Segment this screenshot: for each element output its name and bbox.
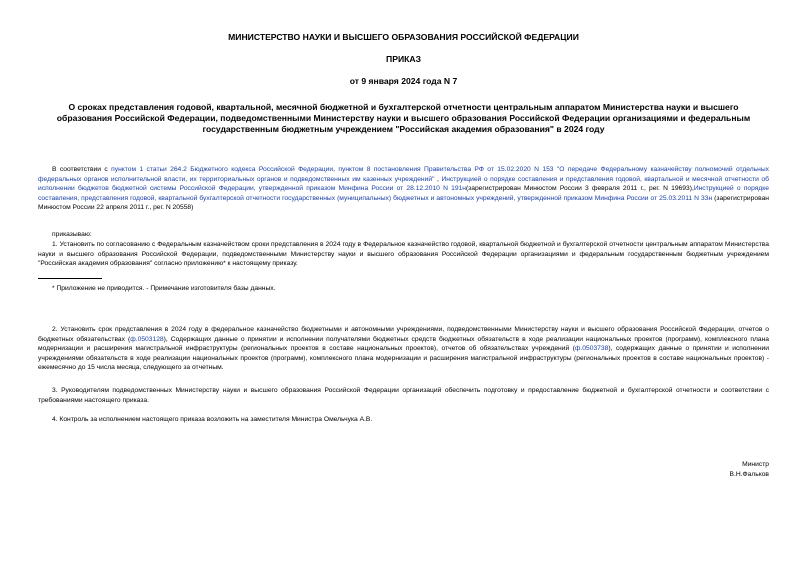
instruction-33n-link[interactable]: Инструкцией о порядке составления, представления годовой, квартальной бухгалтерской отчетности государственных (муниципальных) бюджетных и автономных учреждений, утвержденной приказом Минфина России от 25.03.2011 N 33н: [38, 185, 769, 202]
item-1-paragraph: 1. Установить по согласованию с Федеральным казначейством сроки представления в 2024 году в Федеральное казначейство годовой, квартальной бюджетной и бухгалтерской отчетности центральным аппаратом Министерства науки и высшего образования Российской Федерации, подведомственными Министерству науки и высшего образования Российской Федерации организациями и федеральным государственным бюджетным учреждением "Российская академия образования" согласно приложению* к настоящему приказу.: [38, 241, 769, 267]
item-4-paragraph: 4. Контроль за исполнением настоящего приказа возложить на заместителя Министра Омельчука А.В.: [52, 416, 373, 423]
document-type: ПРИКАЗ: [386, 54, 421, 64]
form-0503738-link[interactable]: ф.0503738: [574, 345, 609, 352]
document-date-number: от 9 января 2024 года N 7: [349, 76, 458, 86]
signature-name: В.Н.Фальков: [729, 471, 769, 478]
instruction-191n-link[interactable]: Инструкцией о порядке составления и представления годовой, квартальной и месячной отчетности об исполнении бюджетов бюджетной системы Российской Федерации, утвержденной приказом Минфина России от 28.12.2010 N 191н: [38, 175, 769, 192]
item-2-paragraph: [38, 325, 769, 373]
preamble-text-4: (зарегистрирован Минюстом России 3 февраля 2011 г., рег. N 19693),: [465, 185, 694, 192]
item-3-paragraph: 3. Руководителям подведомственных Министерству науки и высшего образования Российской Федерации организаций обеспечить подготовку и предоставление бюджетной и бухгалтерской отчетности и соответствии с требованиями настоящего приказа.: [38, 387, 769, 404]
footnote: * Приложение не приводится. - Примечание изготовителя базы данных.: [52, 285, 276, 292]
preamble-text-1: В соответствии с: [52, 166, 112, 173]
item-2-text-1: 2. Установить срок представления в 2024 году в федеральное казначейство бюджетными и автономными учреждениями, подведомственными Министерству науки и высшего образования Российской Федерации, отчетов о бюджетных обязательствах (: [38, 326, 769, 343]
form-0503128-link[interactable]: ф.0503128: [130, 335, 164, 343]
budget-code-link[interactable]: пунктом 1 статьи 264.2 Бюджетного кодекса Российской Федерации: [111, 166, 334, 173]
preamble-text-5: (зарегистрирован Минюстом России 22 апреля 2011 г., рег. N 20558): [38, 194, 769, 211]
document-title: О сроках представления годовой, квартальной, месячной бюджетной и бухгалтерской отчетности центральным аппаратом Министерства науки и высшего образования Российской Федерации, подведомственными Министерству науки и высшего образования Российской Федерации организациями и федеральным государственным бюджетным учреждением "Российская академия образования" в 2024 году: [56, 102, 751, 134]
item-2-text-2: ), Содержащих данные о принятии и исполнении получателями бюджетных средств бюджетных обязательств в ходе реализации национальных проектов (программ), комплексного плана модернизации и расширения магистральной инфраструктуры (региональных проектов в составе национальных проектов), отчетов об обязательствах учреждений (: [38, 335, 769, 352]
order-word: приказываю:: [52, 231, 92, 238]
footnote-divider: [38, 278, 102, 279]
ministry-heading: МИНИСТЕРСТВО НАУКИ И ВЫСШЕГО ОБРАЗОВАНИЯ РОССИЙСКОЙ ФЕДЕРАЦИИ: [228, 32, 579, 42]
preamble-text-2: ,: [333, 166, 339, 173]
item-2-text-3: ), содержащих данные о принятии и исполнении учреждениями обязательств в ходе реализации национальных проектов (программ), комплексного плана модернизации и расширения магистральной инфраструктуры (региональных проектов в составе национальных проектов) - ежемесячно до 15 числа месяца, следующего за отчетным.: [38, 345, 769, 371]
government-decree-link[interactable]: пунктом 8 постановления Правительства РФ от 15.02.2020 N 153 "О передаче Федеральному казначейству полномочий отдельных федеральных органов исполнительной власти, их территориальных органов и подведомственных им казенных учреждений": [38, 166, 770, 183]
preamble-text-3: ,: [434, 175, 442, 183]
signature-position: Министр: [742, 461, 769, 468]
preamble-paragraph: [38, 165, 769, 213]
